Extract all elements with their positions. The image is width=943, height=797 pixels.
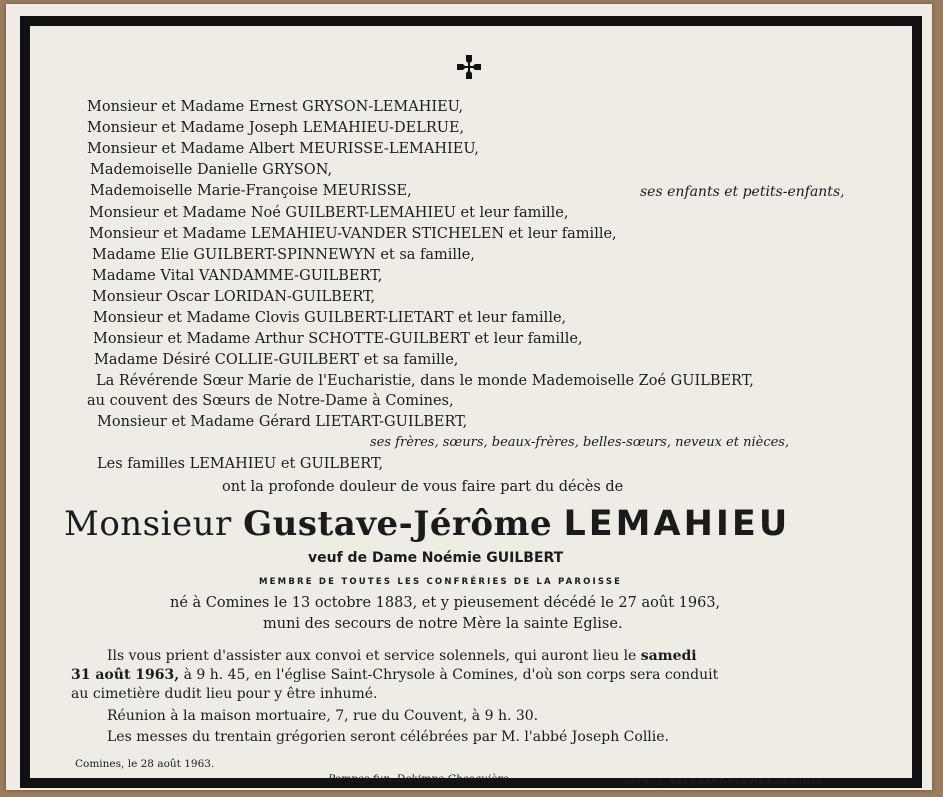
deceased-given-name: Gustave-Jérôme bbox=[243, 504, 553, 544]
family-line: au couvent des Sœurs de Notre-Dame à Comines, bbox=[87, 393, 454, 409]
mourning-border bbox=[20, 16, 922, 788]
family-line: Monsieur et Madame Gérard LIETART-GUILBERT, bbox=[97, 414, 468, 430]
family-line: Monsieur et Madame Noé GUILBERT-LEMAHIEU et leur famille, bbox=[89, 205, 569, 221]
service-line-2 bbox=[71, 666, 718, 685]
family-line: Mademoiselle Danielle GRYSON, bbox=[90, 162, 333, 178]
service-day: samedi bbox=[640, 648, 697, 664]
family-line: Monsieur Oscar LORIDAN-GUILBERT, bbox=[92, 289, 376, 305]
cross-icon bbox=[456, 54, 482, 80]
service-date: 31 août 1963, bbox=[71, 667, 180, 683]
funeral-director: Pompes fun. Dekimpe-Ghesquière. bbox=[328, 773, 512, 785]
family-line: Monsieur et Madame Joseph LEMAHIEU-DELRUE, bbox=[87, 120, 465, 136]
relation-children: ses enfants et petits-enfants, bbox=[640, 184, 845, 200]
widower-name: Noémie GUILBERT bbox=[421, 550, 564, 566]
family-line: Madame Elie GUILBERT-SPINNEWYN et sa famille, bbox=[92, 247, 475, 263]
service-text: à 9 h. 45, en l'église Saint-Chrysole à Comines, d'où son corps sera conduit bbox=[183, 667, 719, 683]
masses-line: Les messes du trentain grégorien seront célébrées par M. l'abbé Joseph Collie. bbox=[107, 729, 669, 745]
service-line-1 bbox=[107, 647, 697, 666]
deceased-name bbox=[64, 504, 790, 544]
family-line: Monsieur et Madame Clovis GUILBERT-LIETART et leur famille, bbox=[93, 310, 567, 326]
family-line: Monsieur et Madame Albert MEURISSE-LEMAHIEU, bbox=[87, 141, 479, 157]
announcement: ont la profonde douleur de vous faire part du décès de bbox=[222, 479, 624, 495]
sacraments-line: muni des secours de notre Mère la sainte Eglise. bbox=[263, 616, 623, 632]
family-line: La Révérende Sœur Marie de l'Eucharistie, dans le monde Mademoiselle Zoé GUILBERT, bbox=[96, 373, 754, 389]
family-line: Madame Désiré COLLIE-GUILBERT et sa famille, bbox=[94, 352, 459, 368]
family-line: Mademoiselle Marie-Françoise MEURISSE, bbox=[90, 183, 412, 199]
deceased-surname: LEMAHIEU bbox=[563, 504, 791, 544]
printer: IMPR. J. BECQUART-PLOVIER-COMINES bbox=[624, 777, 824, 786]
gathering-line: Réunion à la maison mortuaire, 7, rue du Couvent, à 9 h. 30. bbox=[107, 708, 539, 724]
family-line: Monsieur et Madame LEMAHIEU-VANDER STICHELEN et leur famille, bbox=[89, 226, 617, 242]
family-line: Monsieur et Madame Arthur SCHOTTE-GUILBERT et leur famille, bbox=[93, 331, 583, 347]
family-line: Les familles LEMAHIEU et GUILBERT, bbox=[97, 456, 384, 472]
service-line-3: au cimetière dudit lieu pour y être inhumé. bbox=[71, 686, 378, 702]
relation-siblings: ses frères, sœurs, beaux-frères, belles-sœurs, neveux et nièces, bbox=[370, 435, 790, 450]
confraternity-line: MEMBRE DE TOUTES LES CONFRÉRIES DE LA PAROISSE bbox=[259, 577, 623, 587]
deceased-title: Monsieur bbox=[64, 504, 232, 544]
service-text: Ils vous prient d'assister aux convoi et service solennels, qui auront lieu le bbox=[107, 648, 637, 664]
birth-death-line: né à Comines le 13 octobre 1883, et y pieusement décédé le 27 août 1963, bbox=[170, 595, 721, 611]
family-line: Monsieur et Madame Ernest GRYSON-LEMAHIEU, bbox=[87, 99, 464, 115]
widower-line bbox=[308, 549, 563, 567]
family-line: Madame Vital VANDAMME-GUILBERT, bbox=[92, 268, 383, 284]
place-date: Comines, le 28 août 1963. bbox=[75, 758, 215, 770]
widower-prefix: veuf de Dame bbox=[308, 550, 418, 566]
notice-content bbox=[30, 26, 912, 786]
funeral-notice-card bbox=[6, 4, 932, 790]
